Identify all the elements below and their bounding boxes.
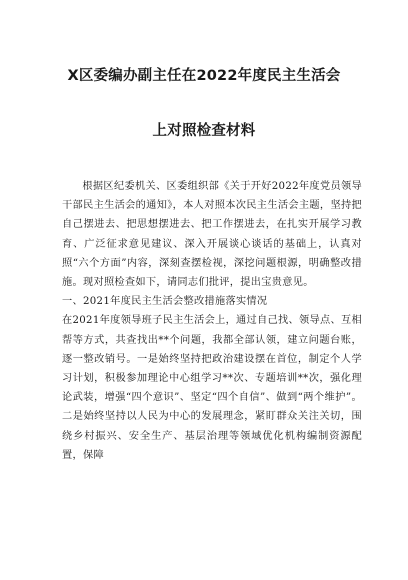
document-body <box>62 177 362 465</box>
section-1-paragraph: 在2021年度领导班子民主生活会上，通过自己找、领导点、互相帮等方式，共查找出**个问题，我都全部认领，建立问题台账，逐一整改销号。一是始终坚持把政治建设摆在首位，制定个人学习计划，积极参加理论中心组学习**次、专题培训**次，强化理论武装，增强“四个意识”、坚定“四个自信”、做到“两个维护”。二是始终坚持以人民为中心的发展理念，紧盯群众关注关切，围绕乡村振兴、安全生产、基层治理等领域优化机构编制资源配置，保障 <box>62 315 362 461</box>
document-title-line-2: 上对照检查材料 <box>152 123 256 139</box>
intro-paragraph: 根据区纪委机关、区委组织部《关于开好2022年度党员领导干部民主生活会的通知》，本人对照本次民主生活会主题，坚持把自己摆进去、把思想摆进去、把工作摆进去，在扎实开展学习教育、广泛征求意见建议、深入开展谈心谈话的基础上，认真对照“六个方面”内容，深刻查摆检视，深挖问题根源，明确整改措施。现对照检查如下，请同志们批评，提出宝贵意见。 <box>62 181 362 289</box>
section-heading-1: 一、2021年度民主生活会整改措施落实情况 <box>62 296 268 308</box>
document-title-line-1: X区委编办副主任在2022年度民主生活会 <box>67 68 341 84</box>
